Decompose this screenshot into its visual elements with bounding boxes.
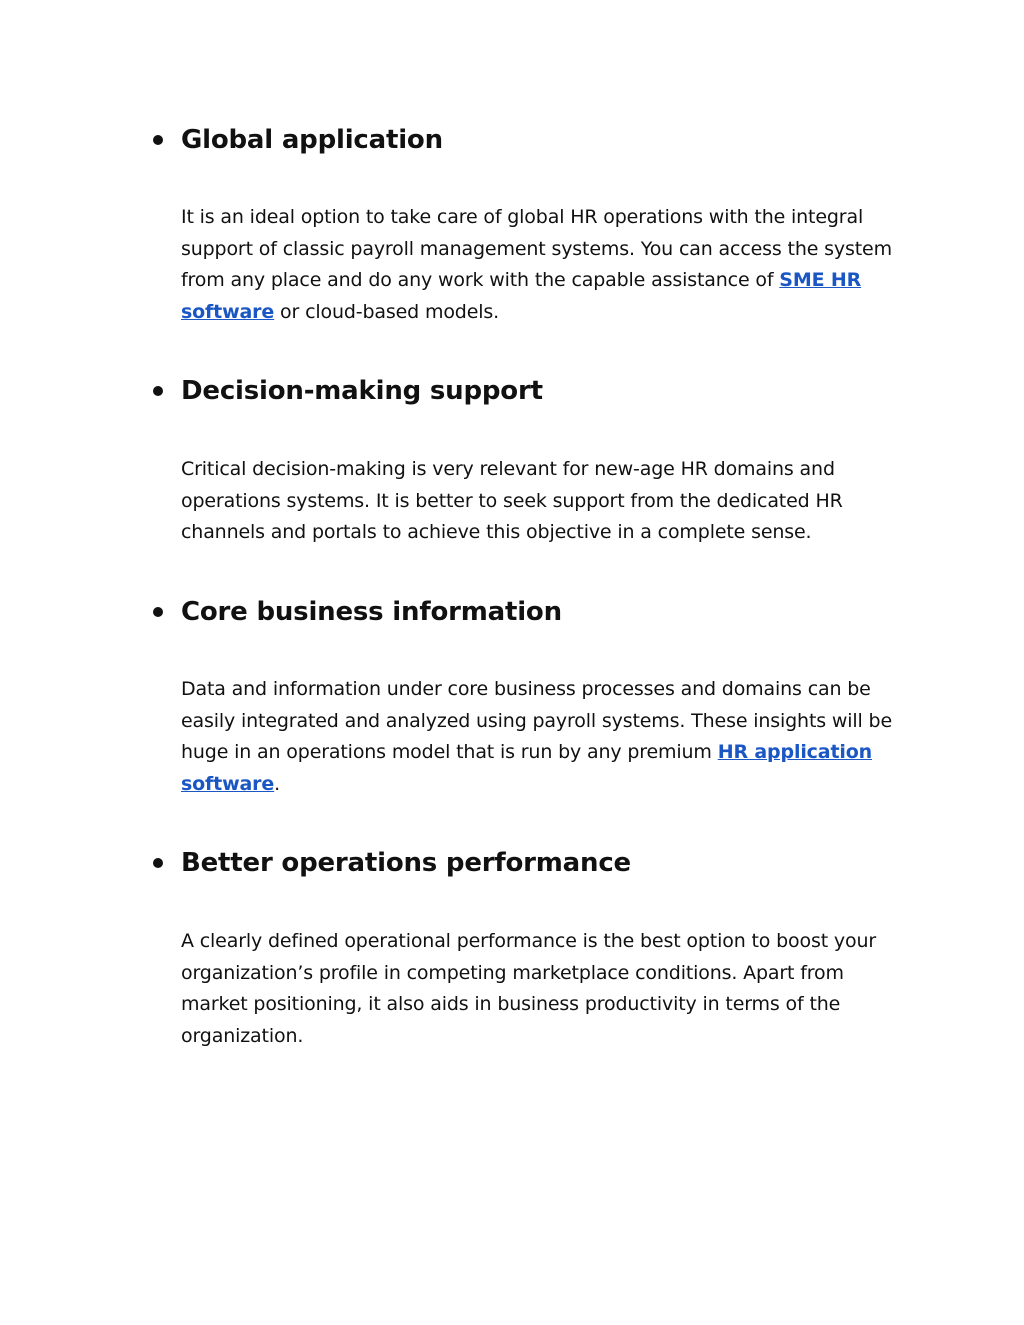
sme-hr-software-link[interactable]: SME HR software xyxy=(181,269,862,323)
section-heading: Global application xyxy=(181,125,443,155)
section-heading-row xyxy=(0,845,1024,885)
paragraph-text: . xyxy=(274,772,281,795)
section-paragraph xyxy=(181,202,896,328)
section-heading-row xyxy=(0,594,1024,634)
hr-application-software-link[interactable]: HR application software xyxy=(181,741,873,795)
section-paragraph xyxy=(181,454,896,549)
paragraph-text: It is an ideal option to take care of global HR operations with the integral support of classic payroll management systems. You can access the system from any place and do any work with the capable assistance of xyxy=(181,206,892,291)
section-heading: Core business information xyxy=(181,597,562,627)
paragraph-text: Critical decision-making is very relevant for new-age HR domains and operations systems. It is better to seek support from the dedicated HR channels and portals to achieve this objective in a complete sense. xyxy=(181,458,843,543)
bullet-icon xyxy=(153,386,163,396)
section-heading: Decision-making support xyxy=(181,376,543,406)
section-heading-row xyxy=(0,373,1024,413)
section-paragraph xyxy=(181,674,896,800)
paragraph-text: Data and information under core business processes and domains can be easily integrated and analyzed using payroll systems. These insights will be huge in an operations model that is run by any premium xyxy=(181,678,892,763)
section-heading-row xyxy=(0,122,1024,162)
paragraph-text: A clearly defined operational performance is the best option to boost your organization’s profile in competing marketplace conditions. Apart from market positioning, it also aids in business productivity in terms of the organization. xyxy=(181,930,877,1047)
section-paragraph xyxy=(181,926,896,1052)
bullet-icon xyxy=(153,607,163,617)
paragraph-text: or cloud-based models. xyxy=(274,300,500,323)
bullet-icon xyxy=(153,135,163,145)
bullet-icon xyxy=(153,858,163,868)
section-heading: Better operations performance xyxy=(181,848,631,878)
